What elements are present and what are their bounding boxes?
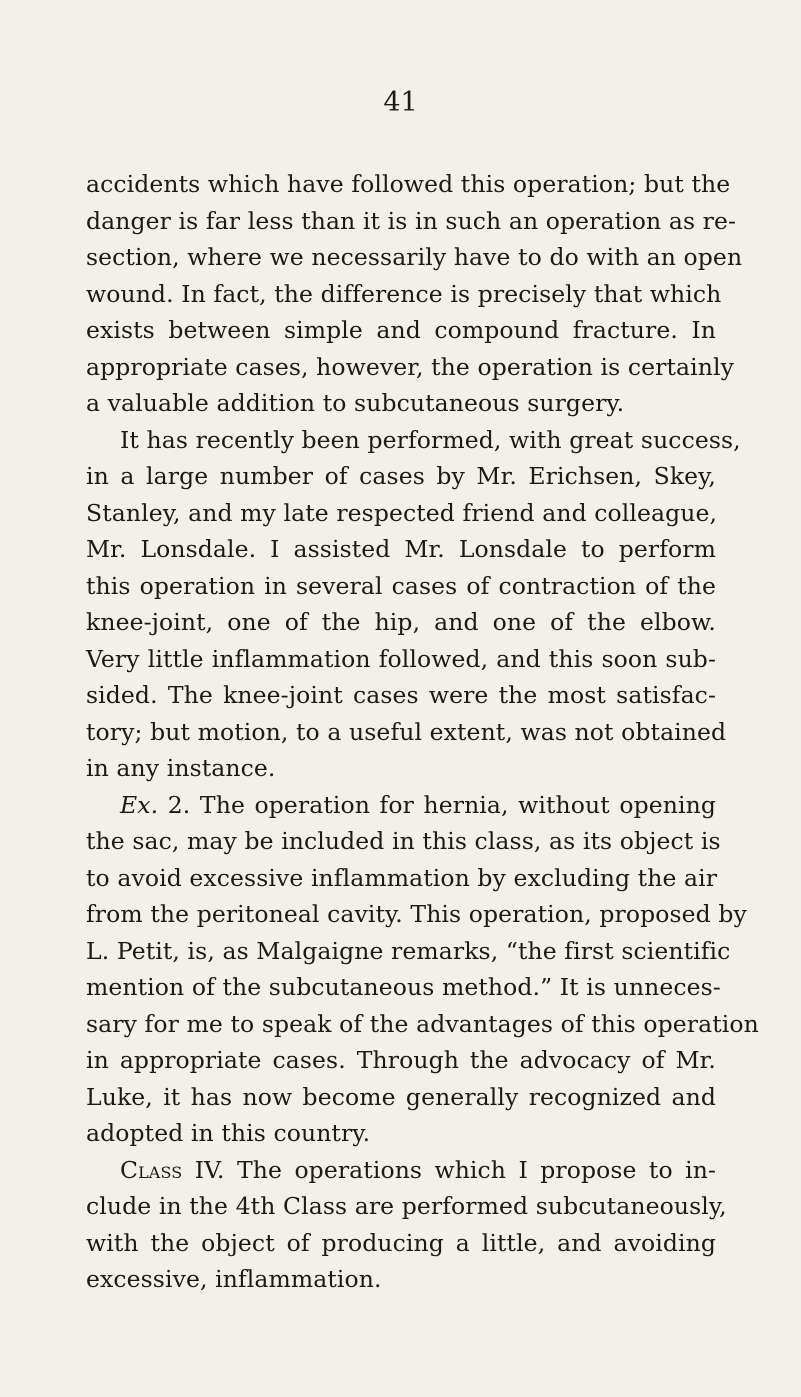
text-line: Mr. Lonsdale. I assisted Mr. Lonsdale to perform — [86, 535, 716, 563]
text-line: It has recently been performed, with great success, — [120, 425, 741, 454]
text-line: sary for me to speak of the advantages of this operation — [86, 1009, 759, 1038]
text-line-rest: 2. The operation for hernia, without opening — [158, 790, 716, 819]
text-line: this operation in several cases of contraction of the — [86, 571, 716, 600]
text-line: Stanley, and my late respected friend and colleague, — [86, 498, 718, 527]
page-number: 41 — [383, 87, 418, 118]
text-line: accidents which have followed this operation; but the — [86, 170, 731, 198]
text-line — [86, 1152, 716, 1189]
text-line: in a large number of cases by Mr. Erichsen, Skey, — [86, 462, 716, 490]
text-line: exists between simple and compound fracture. In — [86, 316, 716, 344]
text-line: clude in the 4th Class are performed subcutaneously, — [86, 1192, 727, 1220]
text-line: danger is far less than it is in such an operation as re- — [86, 206, 737, 235]
text-line: section, where we necessarily have to do with an open — [86, 243, 743, 271]
text-line: tory; but motion, to a useful extent, was not obtained — [86, 717, 727, 746]
text-line-rest: The operations which I propose to in- — [224, 1155, 716, 1184]
text-line: Luke, it has now become generally recognized and — [86, 1082, 716, 1111]
example-label: Ex. — [120, 790, 159, 819]
text-line: excessive, inflammation. — [86, 1265, 382, 1293]
body-text — [86, 166, 759, 1298]
text-line — [86, 787, 716, 824]
text-line: the sac, may be included in this class, as its object is — [86, 827, 721, 855]
text-line: sided. The knee-joint cases were the most satisfac- — [86, 681, 716, 709]
text-line: Very little inflammation followed, and this soon sub- — [86, 644, 716, 673]
text-line: from the peritoneal cavity. This operation, proposed by — [86, 900, 747, 928]
text-line: adopted in this country. — [86, 1119, 371, 1147]
text-line: appropriate cases, however, the operation is certainly — [86, 352, 734, 381]
text-line: mention of the subcutaneous method.” It is unneces- — [86, 973, 721, 1001]
text-line: in appropriate cases. Through the advocacy of Mr. — [86, 1046, 716, 1074]
text-line: in any instance. — [86, 754, 276, 782]
text-line: L. Petit, is, as Malgaigne remarks, “the first scientific — [86, 936, 731, 965]
text-line: wound. In fact, the difference is precisely that which — [86, 279, 722, 308]
class-label: Class IV. — [120, 1155, 225, 1184]
text-line: knee-joint, one of the hip, and one of the elbow. — [86, 608, 716, 636]
text-line: to avoid excessive inflammation by excluding the air — [86, 863, 718, 892]
text-line: with the object of producing a little, and avoiding — [86, 1228, 716, 1257]
text-line: a valuable addition to subcutaneous surgery. — [86, 389, 625, 417]
